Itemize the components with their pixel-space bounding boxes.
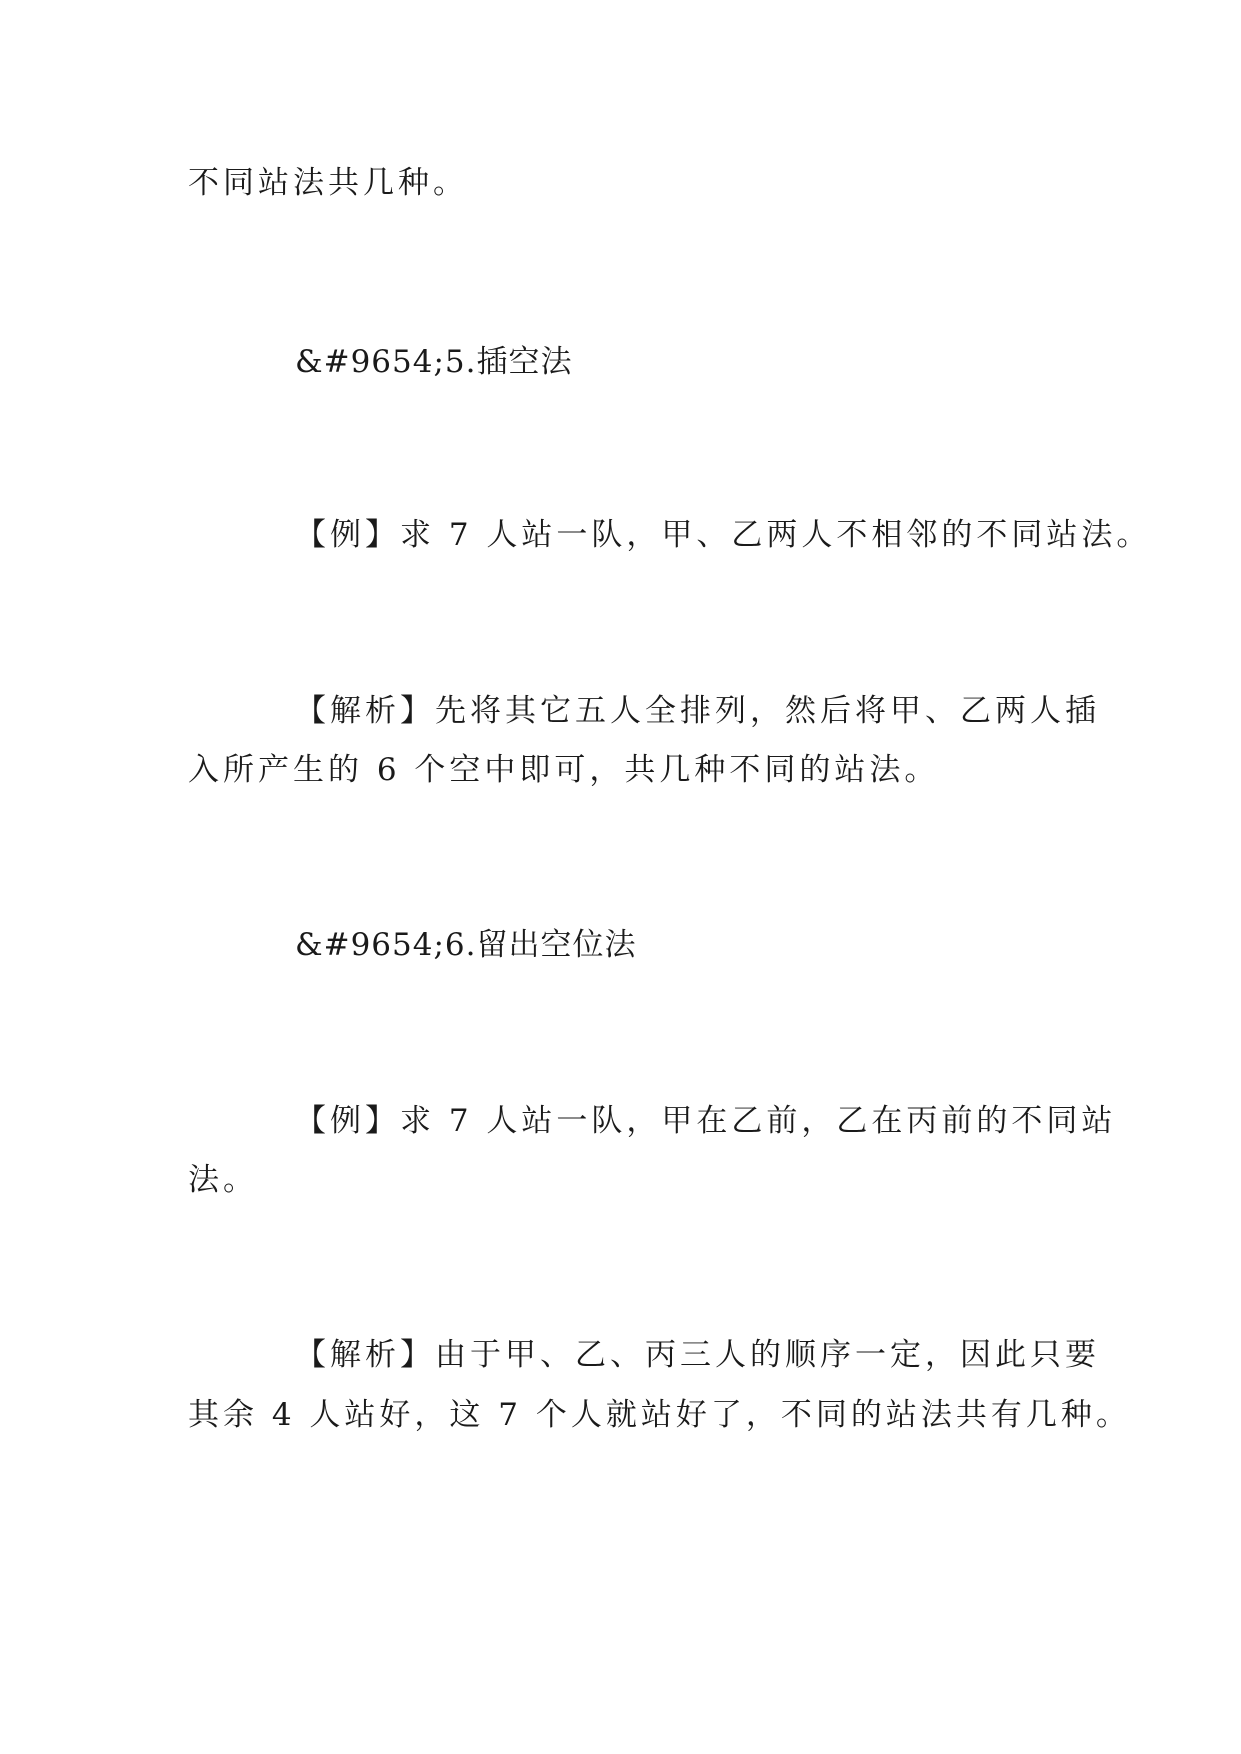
section-heading-5: &#9654;5.插空法 <box>295 344 573 380</box>
analysis-text-6-line-1: 【解析】由于甲、乙、丙三人的顺序一定，因此只要 <box>295 1337 1100 1373</box>
section-heading-6: &#9654;6.留出空位法 <box>295 927 637 963</box>
analysis-text-5-line-2: 入所产生的 6 个空中即可，共几种不同的站法。 <box>188 752 940 788</box>
example-text-6-line-2: 法。 <box>188 1162 258 1198</box>
example-text-6-line-1: 【例】求 7 人站一队，甲在乙前，乙在丙前的不同站 <box>295 1103 1117 1139</box>
example-text-5: 【例】求 7 人站一队，甲、乙两人不相邻的不同站法。 <box>295 517 1152 553</box>
analysis-text-6-line-2: 其余 4 人站好，这 7 个人就站好了，不同的站法共有几种。 <box>188 1397 1131 1433</box>
analysis-text-5-line-1: 【解析】先将其它五人全排列，然后将甲、乙两人插 <box>295 693 1100 729</box>
paragraph-continuation: 不同站法共几种。 <box>188 165 468 201</box>
